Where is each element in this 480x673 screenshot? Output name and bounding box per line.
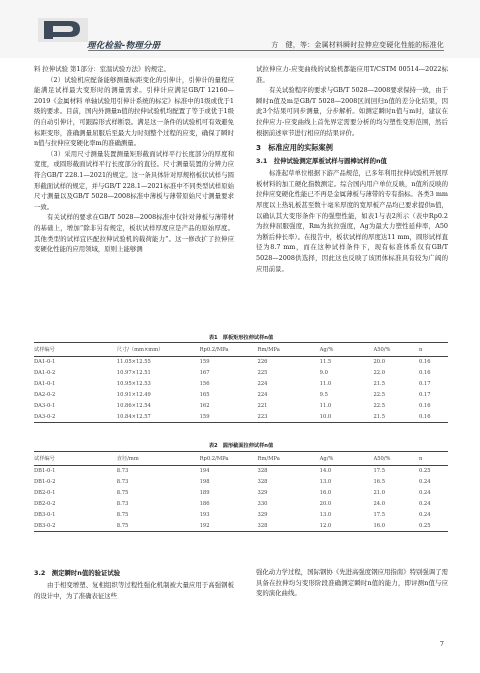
table-header-cell: A50/% — [373, 452, 419, 466]
table-cell: 223 — [258, 411, 320, 422]
table-cell: 0.24 — [418, 512, 431, 518]
table-cell: 16.0 — [373, 520, 419, 531]
bottom-right-column — [256, 567, 448, 599]
table-cell: 226 — [257, 359, 268, 366]
table-cell: 0.16 — [418, 403, 431, 409]
table-cell: 8.73 — [116, 501, 129, 508]
paragraph: 有关试验程序的要求与GB/T 5028—2008要求保持一致，由于瞬时n值及m是GB/T 5028—2008区间回归n值的差分化结果，因此3个结果可同步测量，分步解析。如测定瞬时n值与m时，建议在拉伸应力-应变曲线上首先界定需要分析的均匀塑性变形范围，然后根据前述章节进行相应的结果评价。 — [256, 86, 448, 137]
paragraph: 标准起草单位根据下游产品规范，已多年利用拉伸试验机开展厚板材料的加工硬化指数测定。综合国内用户单位反映，n值所反映的拉伸应变硬化性能已不再是金属薄板与薄带的专有指标。各类3 mm厚度以上热轧板甚至数十毫米厚度的宽厚板产品均已要求提供n值，以确认其大变形条件下的强塑性能，如表1与表2所示（表中Rp0.2为拉伸屈服强度，Rm为抗拉强度，Ag为最大力塑性延伸率，A50为断后伸长率）。在报告中，板状试样的厚度达11 mm，圆形试样直径为8.7 mm，而在这种试样条件下，现有标准体系仅有GB/T 5028—2008供选择，因此这也反映了该团体标准具有较为广阔的应用前景。 — [256, 169, 448, 273]
table-header-cell: Rp0.2/MPa — [200, 452, 258, 466]
table-cell: 0.17 — [418, 392, 431, 399]
table-row — [34, 368, 448, 379]
table-cell: 193 — [199, 512, 210, 518]
table-cell: DA1-0-2 — [34, 370, 56, 377]
table-header-cell: n — [419, 452, 448, 466]
table-cell: 167 — [199, 370, 210, 377]
table-header-cell: Rm/MPa — [258, 452, 320, 466]
table-cell: 22.0 — [373, 370, 386, 377]
table-cell: 8.73 — [116, 479, 129, 486]
page-number: 7 — [439, 640, 444, 648]
table-cell: 0.16 — [419, 411, 448, 422]
table-cell: 156 — [199, 381, 210, 388]
section-heading: 3 标准应用的实际案例 — [256, 143, 333, 153]
table-cell: 14.0 — [319, 468, 332, 475]
table-row — [34, 411, 448, 422]
table-cell: 8.75 — [117, 520, 200, 531]
journal-logo-icon — [38, 18, 88, 42]
table-cell: 11.0 — [319, 403, 332, 409]
paragraph: 由于相变增塑、复相组织等过程性强化机制被大量应用于高强钢板的设计中，为了准确表征这些 — [34, 581, 234, 600]
table-row — [34, 379, 448, 390]
subsection-heading: 3.2 测定瞬时n值的验证试验 — [34, 569, 121, 577]
table-row — [34, 357, 448, 368]
table-cell: 10.84×12.57 — [117, 411, 200, 422]
table-cell: 16.0 — [319, 490, 332, 497]
table-cell: DB1-0-1 — [34, 468, 56, 475]
table-cell: 10.97×12.51 — [116, 370, 151, 377]
table-cell: 20.0 — [373, 359, 386, 366]
table-cell: 11.05×12.55 — [116, 359, 151, 366]
paragraph: 有关试样的要求在GB/T 5028—2008标准中仅针对薄板与薄带材的基础上，增加“除非另有规定，板状试样厚度应是产品的原始厚度。其他类型的试样宜匹配拉伸试验机的载荷能力”。这一修改扩了拉伸应变硬化性能的应用领域，原则上能够测 — [34, 213, 234, 254]
table-header-cell: 尺寸/（mm×mm） — [117, 343, 200, 357]
table-cell: 198 — [199, 479, 210, 486]
table-cell: 224 — [257, 392, 268, 399]
table-row — [34, 510, 448, 521]
table-header-cell: A50/% — [373, 343, 419, 357]
left-column — [34, 64, 234, 255]
table-header-cell: Ag/% — [320, 452, 374, 466]
table2-caption: 表2 圆形截面拉伸试样n值 — [208, 443, 274, 449]
table-cell: 165 — [199, 392, 210, 399]
paragraph: 强化动力学过程，国际钢协《先进高强度钢应用指南》特别强调了需具备在拉伸均匀变形阶段准确测定瞬时n值的能力，即评测n值与应变的演化曲线。 — [256, 568, 448, 598]
right-column — [256, 64, 448, 274]
table-header-cell: 试样编号 — [34, 452, 117, 466]
table-cell: 330 — [257, 501, 268, 508]
table-cell: 0.16 — [418, 359, 431, 366]
table-header-cell: Ag/% — [320, 343, 374, 357]
table-cell: 13.0 — [319, 512, 332, 518]
table-header-cell: Rp0.2/MPa — [200, 343, 258, 357]
table-cell: 162 — [199, 403, 210, 409]
table-cell: 159 — [199, 359, 210, 366]
bottom-left-column — [34, 567, 234, 601]
table-cell: 22.5 — [373, 392, 386, 399]
table-header-cell: Rm/MPa — [258, 343, 320, 357]
table-cell: 225 — [257, 370, 268, 377]
table-cell: 16.5 — [373, 479, 386, 486]
table-row — [34, 466, 448, 477]
table-header-cell: 试样编号 — [34, 343, 117, 357]
table-cell: DB1-0-2 — [34, 479, 56, 486]
table-cell: 189 — [199, 490, 210, 497]
table-cell: 10.0 — [320, 411, 374, 422]
table-cell: 221 — [257, 403, 268, 409]
table-cell: 21.5 — [373, 381, 386, 388]
table-cell: 192 — [200, 520, 258, 531]
table-cell: 9.5 — [319, 392, 328, 399]
table-row — [34, 520, 448, 531]
table-cell: 0.24 — [418, 490, 431, 497]
table-cell: 12.0 — [320, 520, 374, 531]
table-cell: DB2-0-1 — [34, 490, 56, 497]
table1-caption: 表1 厚板矩形拉伸试样n值 — [208, 335, 274, 341]
table-cell: 329 — [257, 490, 268, 497]
table-cell: 10.95×12.53 — [116, 381, 151, 388]
table-cell: DB3-0-2 — [34, 520, 117, 531]
table-cell: 17.5 — [373, 512, 386, 518]
table-cell: 329 — [257, 512, 268, 518]
table-cell: 21.0 — [373, 490, 386, 497]
paragraph: 料 拉伸试验 第1部分：室温试验方法》的规定。 — [34, 65, 170, 73]
table-cell: 159 — [200, 411, 258, 422]
paragraph: （2）试验机应配备能够测量标距变化的引伸计，引伸计的量程应能满足试样最大变形时的测量需求。引伸计应满足GB/T 12160—2019《金属材料 单轴试验用引伸计系统的标定》标准中的1级或优于1级的要求。目前，国内外测量n值的拉伸试验机均配置了等于或优于1级的自动引伸计，可跟踪形式样断裂。满足这一条件的试验机可有效避免标距变形，准确测量屈服后至最大力时刻整个过程的应变，确保了瞬时n值与拉伸应变硬化率m的准确测量。 — [34, 75, 234, 148]
table-cell: DA3-0-2 — [34, 411, 117, 422]
table-header-cell: 直径/mm — [117, 452, 200, 466]
table-cell: 11.5 — [319, 359, 332, 366]
table-cell: 17.5 — [373, 468, 386, 475]
table-cell: 20.0 — [319, 501, 332, 508]
journal-title: 理化检验-物理分册 — [87, 41, 161, 51]
table-cell: DB2-0-2 — [34, 501, 56, 508]
table-cell: 10.91×12.49 — [116, 392, 151, 399]
table-cell: DA1-0-1 — [34, 359, 56, 366]
table-cell: 11.0 — [319, 381, 332, 388]
header-rule — [88, 50, 444, 51]
table-cell: 224 — [257, 381, 268, 388]
table-cell: 0.17 — [418, 381, 431, 388]
table-cell: 0.24 — [418, 479, 431, 486]
table2 — [34, 451, 448, 532]
table-cell: DA3-0-1 — [34, 403, 56, 409]
table-cell: 0.16 — [418, 370, 431, 377]
table-cell: 8.75 — [116, 490, 129, 497]
paragraph: （3）采用尺寸测量装置测量矩形截面试样平行长度部分的厚度和宽度，或圆形截面试样平行长度部分的直径。尺寸测量装置的分辨力应符合GB/T 228.1—2021的规定。这一条具体针对厚规格板状试样与圆形截面试样的规定，并与GB/T 228.1—2021标准中不同类型试样原始尺寸测量以及GB/T 5028—2008标准中薄板与薄带原始尺寸测量要求一致。 — [34, 149, 234, 211]
table-row — [34, 477, 448, 488]
table-cell: 328 — [257, 479, 268, 486]
running-title: 方 健，等：金属材料瞬时拉伸应变硬化性能的标准化 — [271, 41, 444, 49]
table-cell: 0.24 — [418, 501, 431, 508]
table-cell: DA2-0-2 — [34, 392, 56, 399]
table-cell: 0.25 — [418, 468, 431, 475]
table-cell: 22.5 — [373, 403, 386, 409]
table-cell: 8.75 — [116, 512, 129, 518]
table-cell: 0.25 — [419, 520, 448, 531]
table-header-cell: n — [419, 343, 448, 357]
table-cell: 8.73 — [116, 468, 129, 475]
table-cell: 194 — [199, 468, 210, 475]
table-cell: DB3-0-1 — [34, 512, 56, 518]
table-row — [34, 499, 448, 510]
table-row — [34, 390, 448, 401]
table-row — [34, 488, 448, 499]
table1 — [34, 342, 448, 423]
page-header — [0, 0, 480, 58]
table-row — [34, 401, 448, 412]
table-cell: 328 — [257, 468, 268, 475]
table-cell: 10.86×12.54 — [116, 403, 151, 409]
table-cell: 13.0 — [319, 479, 332, 486]
table-cell: 328 — [258, 520, 320, 531]
table-cell: 9.0 — [319, 370, 328, 377]
table-cell: 21.5 — [373, 411, 419, 422]
subsection-heading: 3.1 拉伸试验测定厚板试样与圆棒试样的n值 — [256, 157, 387, 166]
paragraph: 试拉伸应力-应变曲线的试验机都能应用T/CSTM 00514—2022标准。 — [256, 65, 448, 84]
table-cell: 186 — [199, 501, 210, 508]
table-cell: 24.0 — [373, 501, 386, 508]
table-cell: DA1-0-1 — [34, 381, 56, 388]
